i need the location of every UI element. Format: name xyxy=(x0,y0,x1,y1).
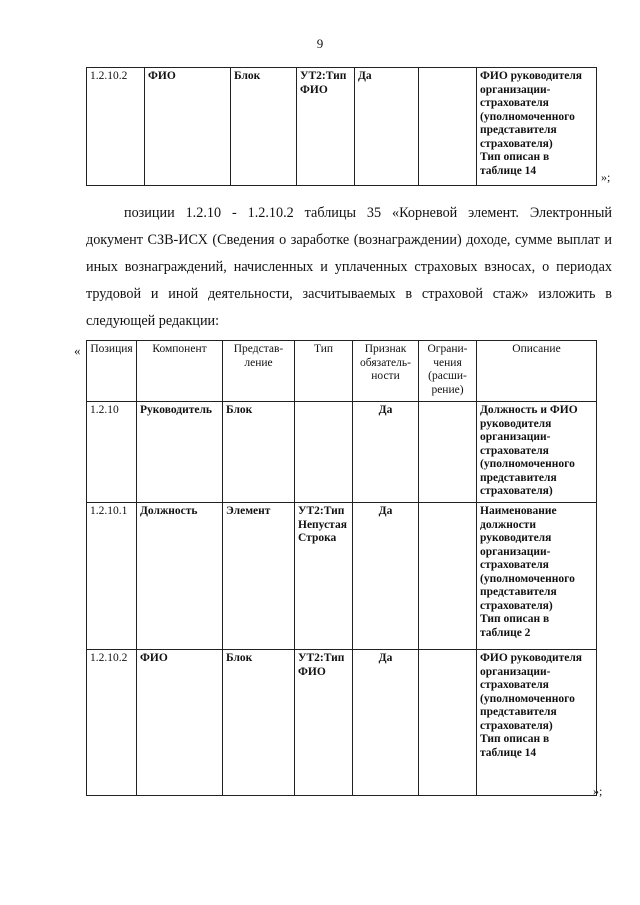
required-cell: Да xyxy=(355,68,419,186)
type-line: Непустая xyxy=(298,518,347,531)
description-line: страхователя) xyxy=(480,137,553,150)
type-line: ФИО xyxy=(300,83,328,96)
description-line: страхователя) xyxy=(480,719,553,732)
type-line: УТ2:Тип xyxy=(300,70,347,82)
header-line: рение) xyxy=(431,383,464,396)
position-cell: 1.2.10.2 xyxy=(87,650,137,796)
restrictions-cell xyxy=(419,68,477,186)
description-line: должности xyxy=(480,518,536,531)
header-line: (расши- xyxy=(428,370,467,382)
description-line: представителя xyxy=(480,706,557,718)
header-representation xyxy=(223,341,295,402)
header-line: ности xyxy=(371,370,400,382)
description-line: ФИО руководителя xyxy=(480,70,582,82)
description-line: (уполномоченного xyxy=(480,458,575,470)
description-line: страхователя) xyxy=(480,485,553,497)
description-line: руководителя xyxy=(480,417,552,430)
header-position: Позиция xyxy=(87,341,137,402)
type-line: ФИО xyxy=(298,665,326,678)
position-cell: 1.2.10 xyxy=(87,402,137,503)
type-cell xyxy=(295,650,353,796)
table-row xyxy=(87,402,597,503)
position-cell: 1.2.10.2 xyxy=(87,68,145,186)
required-cell: Да xyxy=(353,402,419,503)
description-line: представителя xyxy=(480,471,557,484)
description-line: представителя xyxy=(480,124,557,136)
description-line: страхователя xyxy=(480,559,549,571)
description-line: страхователя xyxy=(480,97,549,109)
header-required xyxy=(353,341,419,402)
required-cell: Да xyxy=(353,503,419,650)
header-line: Признак xyxy=(364,343,407,355)
header-component: Компонент xyxy=(137,341,223,402)
description-line: (уполномоченного xyxy=(480,110,575,123)
description-cell xyxy=(477,650,597,796)
header-line: Представ- xyxy=(233,343,284,355)
quote-close-mark: »; xyxy=(601,170,611,184)
restrictions-cell xyxy=(419,650,477,796)
header-line: Ограни- xyxy=(427,343,468,355)
component-cell: Руководитель xyxy=(137,402,223,503)
description-line: таблице 14 xyxy=(480,746,537,759)
table-header-row xyxy=(87,341,597,402)
description-line: страхователя xyxy=(480,679,549,691)
description-line: организации- xyxy=(480,83,551,96)
quote-close-mark: »; xyxy=(593,784,603,798)
representation-cell: Элемент xyxy=(223,503,295,650)
header-line: чения xyxy=(433,356,462,369)
description-cell xyxy=(477,402,597,503)
description-cell xyxy=(477,68,597,186)
required-cell: Да xyxy=(353,650,419,796)
description-line: Должность и ФИО xyxy=(480,404,578,416)
description-line: страхователя) xyxy=(480,599,553,612)
description-line: (уполномоченного xyxy=(480,572,575,585)
restrictions-cell xyxy=(419,503,477,650)
description-line: руководителя xyxy=(480,532,552,544)
header-line: ление xyxy=(244,356,273,369)
type-cell xyxy=(297,68,355,186)
type-line: Строка xyxy=(298,532,337,544)
table-row xyxy=(87,650,597,796)
description-line: Тип описан в xyxy=(480,151,550,163)
type-cell xyxy=(295,402,353,503)
top-table xyxy=(86,67,597,186)
description-line: ФИО руководителя xyxy=(480,652,582,664)
description-line: страхователя xyxy=(480,444,549,457)
description-line: организации- xyxy=(480,545,551,558)
description-line: (уполномоченного xyxy=(480,692,575,705)
description-line: Наименование xyxy=(480,505,557,517)
description-line: Тип описан в xyxy=(480,613,550,625)
description-line: таблице 2 xyxy=(480,626,531,639)
type-line: УТ2:Тип xyxy=(298,505,345,517)
table-row xyxy=(87,68,597,186)
header-type: Тип xyxy=(295,341,353,402)
quote-open-mark: « xyxy=(74,343,81,358)
component-cell: Должность xyxy=(137,503,223,650)
representation-cell: Блок xyxy=(223,650,295,796)
amendment-paragraph: позиции 1.2.10 - 1.2.10.2 таблицы 35 «Корневой элемент. Электронный документ СЗВ-ИСХ (Сведения о заработке (вознаграждении) доходе, сумме выплат и иных вознаграждений, начисленных и уплаченных страховых взносах, о периодах трудовой и иной деятельности, засчитываемых в страховой стаж» изложить в следующей редакции: xyxy=(86,205,612,329)
position-cell: 1.2.10.1 xyxy=(87,503,137,650)
header-line: обязатель- xyxy=(360,356,411,369)
component-cell: ФИО xyxy=(145,68,231,186)
description-line: организации- xyxy=(480,431,551,443)
header-restrictions xyxy=(419,341,477,402)
main-table xyxy=(86,340,597,796)
representation-cell: Блок xyxy=(231,68,297,186)
description-line: организации- xyxy=(480,665,551,678)
representation-cell: Блок xyxy=(223,402,295,503)
description-line: представителя xyxy=(480,586,557,598)
restrictions-cell xyxy=(419,402,477,503)
description-line: Тип описан в xyxy=(480,733,550,745)
description-line: таблице 14 xyxy=(480,164,537,177)
type-cell xyxy=(295,503,353,650)
page-number: 9 xyxy=(316,36,324,51)
component-cell: ФИО xyxy=(137,650,223,796)
type-line: УТ2:Тип xyxy=(298,652,345,664)
table-row xyxy=(87,503,597,650)
description-cell xyxy=(477,503,597,650)
header-description: Описание xyxy=(477,341,597,402)
